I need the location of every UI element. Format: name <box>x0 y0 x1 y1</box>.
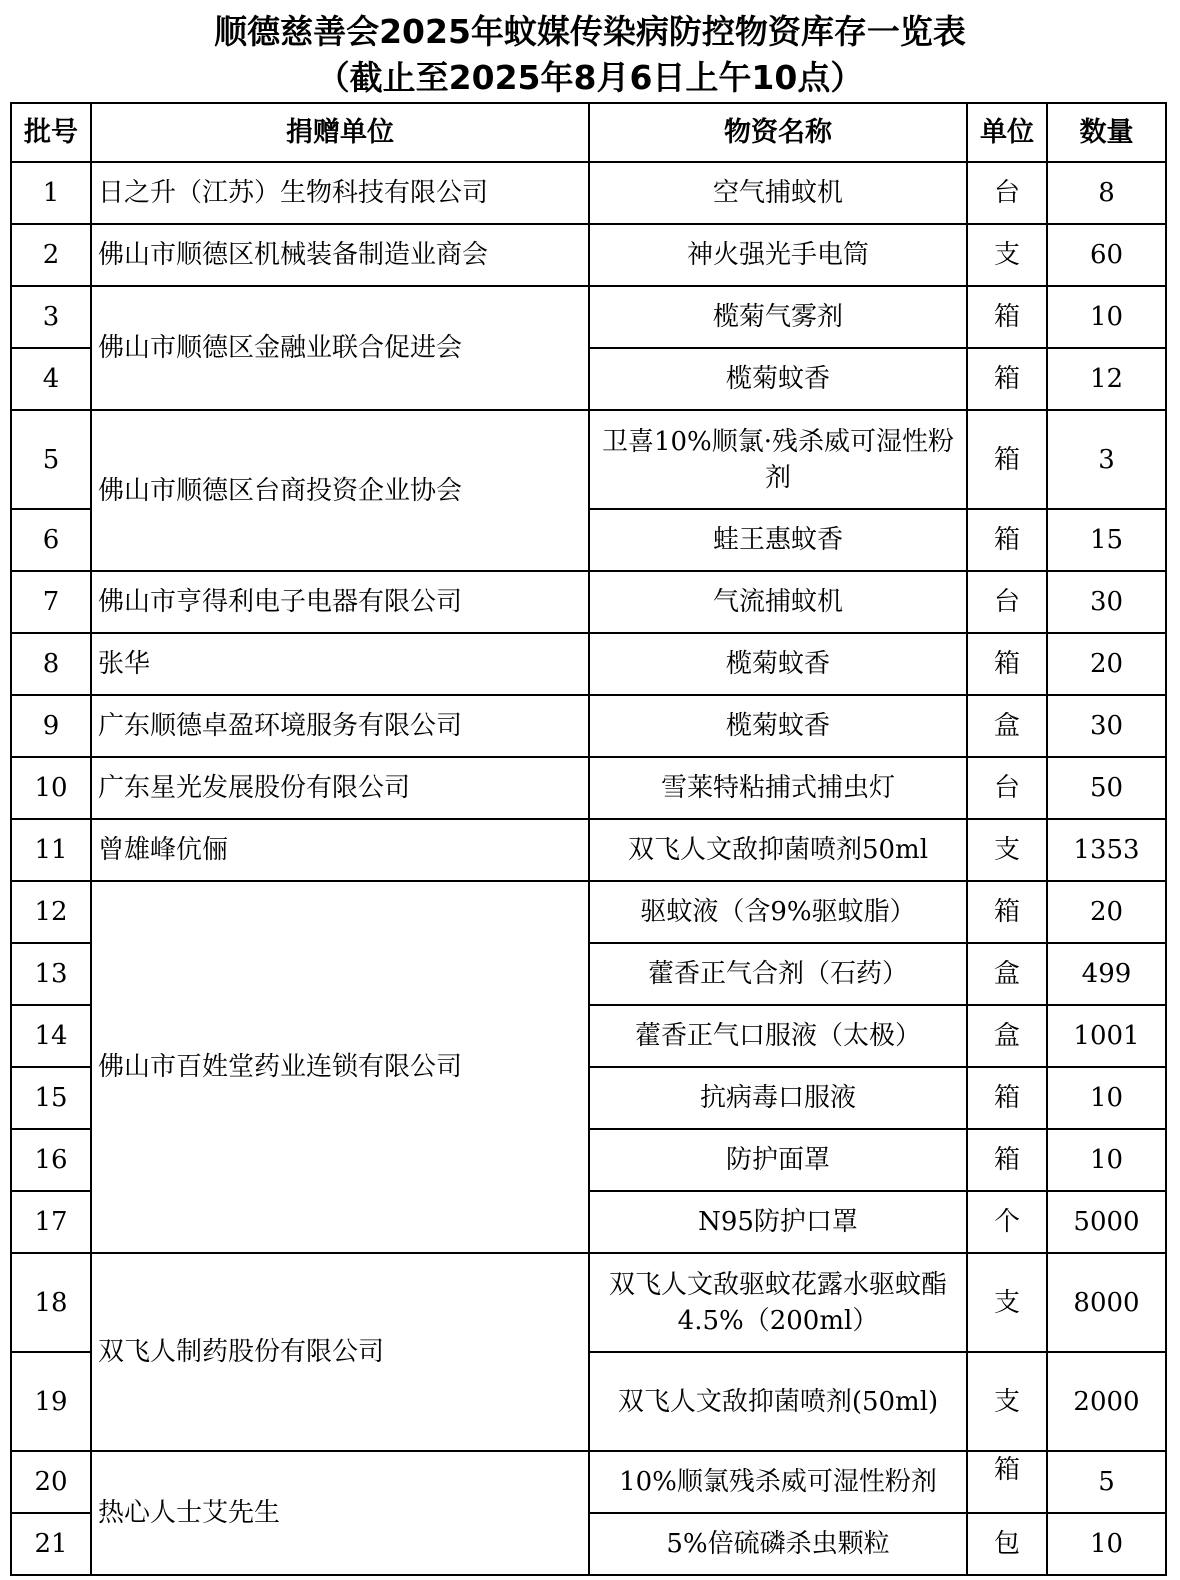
qty-cell: 5000 <box>1047 1191 1166 1253</box>
donor-cell: 曾雄峰伉俪 <box>91 819 589 881</box>
header-batch: 批号 <box>11 103 91 162</box>
unit-cell: 箱 <box>967 509 1047 571</box>
item-cell: 榄菊蚊香 <box>589 695 967 757</box>
batch-cell: 17 <box>11 1191 91 1253</box>
unit-cell: 箱 <box>967 286 1047 348</box>
table-row <box>11 571 1166 633</box>
unit-cell: 盒 <box>967 1005 1047 1067</box>
item-cell: 藿香正气合剂（石药） <box>589 943 967 1005</box>
donor-cell: 佛山市百姓堂药业连锁有限公司 <box>91 881 589 1253</box>
batch-cell: 20 <box>11 1451 91 1513</box>
batch-cell: 1 <box>11 162 91 224</box>
unit-cell: 台 <box>967 571 1047 633</box>
item-cell: 驱蚊液（含9%驱蚊脂） <box>589 881 967 943</box>
item-cell: 神火强光手电筒 <box>589 224 967 286</box>
table-row <box>11 633 1166 695</box>
qty-cell: 10 <box>1047 286 1166 348</box>
title-line-2: （截止至2025年8月6日上午10点） <box>316 58 864 97</box>
table-row <box>11 286 1166 348</box>
table-header-row <box>11 103 1166 162</box>
qty-cell: 50 <box>1047 757 1166 819</box>
item-cell: 卫喜10%顺氯·残杀威可湿性粉剂 <box>589 410 967 509</box>
table-row <box>11 881 1166 943</box>
batch-cell: 14 <box>11 1005 91 1067</box>
qty-cell: 499 <box>1047 943 1166 1005</box>
header-donor: 捐赠单位 <box>91 103 589 162</box>
batch-cell: 15 <box>11 1067 91 1129</box>
batch-cell: 10 <box>11 757 91 819</box>
unit-cell: 箱 <box>967 633 1047 695</box>
table-row <box>11 162 1166 224</box>
item-cell: 双飞人文敌抑菌喷剂50ml <box>589 819 967 881</box>
qty-cell: 10 <box>1047 1129 1166 1191</box>
batch-cell: 2 <box>11 224 91 286</box>
table-row <box>11 224 1166 286</box>
item-cell: 藿香正气口服液（太极） <box>589 1005 967 1067</box>
batch-cell: 6 <box>11 509 91 571</box>
unit-cell: 盒 <box>967 943 1047 1005</box>
item-cell: 榄菊蚊香 <box>589 633 967 695</box>
unit-cell: 箱 <box>967 348 1047 410</box>
item-cell: 防护面罩 <box>589 1129 967 1191</box>
unit-cell: 支 <box>967 1253 1047 1352</box>
unit-cell: 箱 <box>967 1451 1047 1513</box>
batch-cell: 21 <box>11 1513 91 1575</box>
qty-cell: 3 <box>1047 410 1166 509</box>
qty-cell: 5 <box>1047 1451 1166 1513</box>
qty-cell: 12 <box>1047 348 1166 410</box>
donor-cell: 广东顺德卓盈环境服务有限公司 <box>91 695 589 757</box>
unit-cell: 台 <box>967 757 1047 819</box>
unit-cell: 箱 <box>967 1067 1047 1129</box>
batch-cell: 13 <box>11 943 91 1005</box>
qty-cell: 30 <box>1047 695 1166 757</box>
title-line-1: 顺德慈善会2025年蚊媒传染病防控物资库存一览表 <box>214 12 966 51</box>
qty-cell: 10 <box>1047 1067 1166 1129</box>
table-row <box>11 757 1166 819</box>
batch-cell: 7 <box>11 571 91 633</box>
item-cell: 双飞人文敌驱蚊花露水驱蚊酯4.5%（200ml） <box>589 1253 967 1352</box>
table-row <box>11 1253 1166 1352</box>
item-cell: 雪莱特粘捕式捕虫灯 <box>589 757 967 819</box>
table-row <box>11 1451 1166 1513</box>
header-item: 物资名称 <box>589 103 967 162</box>
header-unit: 单位 <box>967 103 1047 162</box>
unit-cell: 箱 <box>967 881 1047 943</box>
batch-cell: 12 <box>11 881 91 943</box>
donor-cell: 热心人士艾先生 <box>91 1451 589 1575</box>
donor-cell: 佛山市顺德区台商投资企业协会 <box>91 410 589 571</box>
table-row <box>11 695 1166 757</box>
item-cell: 空气捕蚊机 <box>589 162 967 224</box>
batch-cell: 9 <box>11 695 91 757</box>
qty-cell: 15 <box>1047 509 1166 571</box>
item-cell: 抗病毒口服液 <box>589 1067 967 1129</box>
table-row <box>11 410 1166 509</box>
qty-cell: 30 <box>1047 571 1166 633</box>
qty-cell: 2000 <box>1047 1352 1166 1451</box>
qty-cell: 1353 <box>1047 819 1166 881</box>
unit-cell: 包 <box>967 1513 1047 1575</box>
batch-cell: 3 <box>11 286 91 348</box>
batch-cell: 4 <box>11 348 91 410</box>
unit-cell: 个 <box>967 1191 1047 1253</box>
item-cell: 气流捕蚊机 <box>589 571 967 633</box>
qty-cell: 20 <box>1047 881 1166 943</box>
qty-cell: 1001 <box>1047 1005 1166 1067</box>
unit-cell: 盒 <box>967 695 1047 757</box>
item-cell: 5%倍硫磷杀虫颗粒 <box>589 1513 967 1575</box>
qty-cell: 10 <box>1047 1513 1166 1575</box>
unit-cell: 支 <box>967 224 1047 286</box>
batch-cell: 16 <box>11 1129 91 1191</box>
donor-cell: 日之升（江苏）生物科技有限公司 <box>91 162 589 224</box>
unit-cell: 支 <box>967 819 1047 881</box>
unit-cell: 台 <box>967 162 1047 224</box>
donor-cell: 双飞人制药股份有限公司 <box>91 1253 589 1451</box>
qty-cell: 8000 <box>1047 1253 1166 1352</box>
unit-cell: 支 <box>967 1352 1047 1451</box>
donor-cell: 佛山市顺德区金融业联合促进会 <box>91 286 589 410</box>
batch-cell: 11 <box>11 819 91 881</box>
batch-cell: 19 <box>11 1352 91 1451</box>
item-cell: N95防护口罩 <box>589 1191 967 1253</box>
qty-cell: 60 <box>1047 224 1166 286</box>
item-cell: 榄菊蚊香 <box>589 348 967 410</box>
batch-cell: 5 <box>11 410 91 509</box>
qty-cell: 8 <box>1047 162 1166 224</box>
donor-cell: 广东星光发展股份有限公司 <box>91 757 589 819</box>
item-cell: 10%顺氯残杀威可湿性粉剂 <box>589 1451 967 1513</box>
unit-cell: 箱 <box>967 1129 1047 1191</box>
donor-cell: 佛山市亨得利电子电器有限公司 <box>91 571 589 633</box>
table-row <box>11 819 1166 881</box>
donor-cell: 张华 <box>91 633 589 695</box>
donor-cell: 佛山市顺德区机械装备制造业商会 <box>91 224 589 286</box>
batch-cell: 18 <box>11 1253 91 1352</box>
item-cell: 榄菊气雾剂 <box>589 286 967 348</box>
batch-cell: 8 <box>11 633 91 695</box>
inventory-table <box>10 102 1167 1576</box>
header-qty: 数量 <box>1047 103 1166 162</box>
item-cell: 蛙王惠蚊香 <box>589 509 967 571</box>
unit-cell: 箱 <box>967 410 1047 509</box>
item-cell: 双飞人文敌抑菌喷剂(50ml) <box>589 1352 967 1451</box>
qty-cell: 20 <box>1047 633 1166 695</box>
